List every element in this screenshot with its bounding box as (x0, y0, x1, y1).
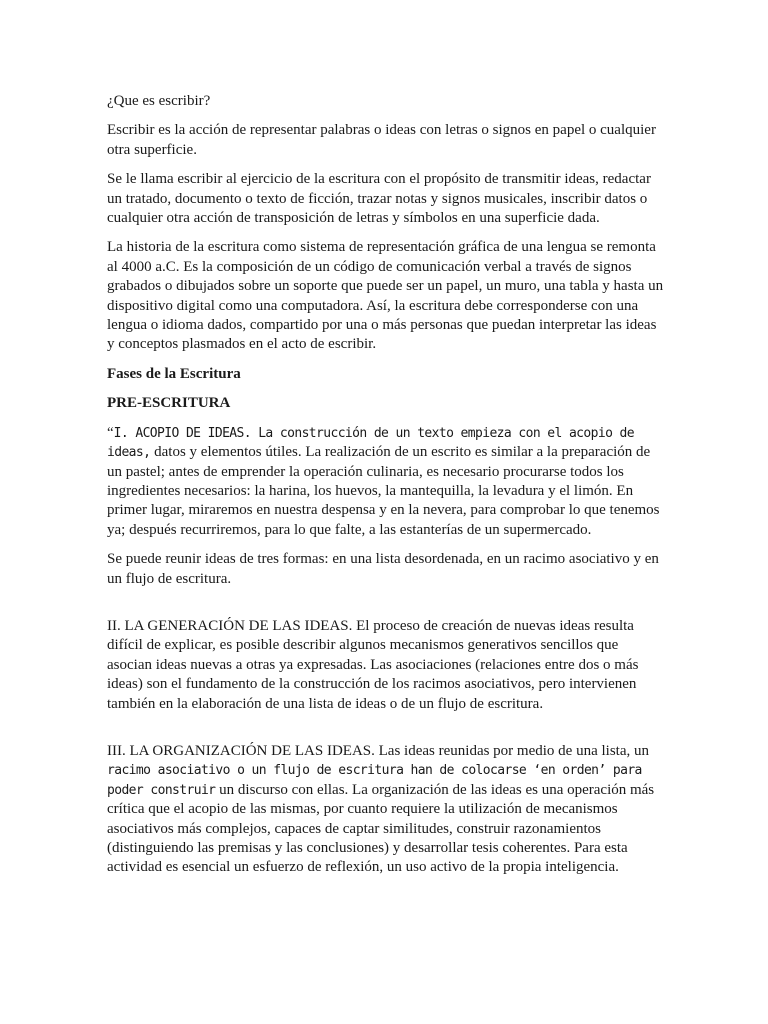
document-page (107, 92, 667, 888)
idea-organization-mono-text: racimo asociativo o un flujo de escritura han de colocarse ‘en orden’ para poder construir (107, 763, 642, 798)
idea-organization-body: un discurso con ellas. La organización de las ideas es una operación más crítica que el acopio de las mismas, por cuanto requiere la utilización de mecanismos asociativos más complejos, capaces de captar similitudes, construir razonamientos (distinguiendo las premisas y las conclusiones) y desarrollar tesis coherentes. Para esta actividad es esencial un esfuerzo de reflexión, un uso activo de la propia inteligencia. (107, 781, 655, 876)
question-line: ¿Que es escribir? (107, 93, 211, 109)
writing-purpose-paragraph: Se le llama escribir al ejercicio de la escritura con el propósito de transmitir ideas, redactar un tratado, documento o texto de ficción, trazar notas y signos musicales, inscribir datos o cualquier otra acción de transposición de letras y símbolos en una superficie dada. (107, 171, 651, 227)
idea-organization-paragraph (107, 742, 667, 878)
phases-heading: Fases de la Escritura (107, 365, 241, 382)
prewriting-heading: PRE-ESCRITURA (107, 395, 231, 412)
definition-paragraph: Escribir es la acción de representar palabras o ideas con letras o signos en papel o cualquier otra superficie. (107, 122, 656, 158)
idea-forms-paragraph: Se puede reunir ideas de tres formas: en una lista desordenada, en un racimo asociativo y en un flujo de escritura. (107, 551, 659, 587)
idea-organization-intro: III. LA ORGANIZACIÓN DE LAS IDEAS. Las ideas reunidas por medio de una lista, un (107, 742, 649, 759)
idea-generation-paragraph: II. LA GENERACIÓN DE LAS IDEAS. El proceso de creación de nuevas ideas resulta difícil de explicar, es posible describir algunos mecanismos generativos sencillos que asocian ideas nuevas a otras ya expresadas. Las asociaciones (relaciones entre dos o más ideas) son el fundamento de la construcción de los racimos asociativos, pero intervienen también en la elaboración de una lista de ideas o de un flujo de escritura. (107, 617, 639, 712)
idea-gathering-paragraph (107, 424, 667, 540)
idea-gathering-body: datos y elementos útiles. La realización de un escrito es similar a la preparación de un pastel; antes de emprender la operación culinaria, es necesario procurarse todos los ingredientes necesarios: la harina, los huevos, la mantequilla, la levadura y el limón. En primer lugar, miraremos en nuestra despensa y en la nevera, para comprobar lo que tenemos ya; después recurriremos, para lo que falte, a las estanterías de un supermercado. (107, 444, 660, 538)
idea-gathering-title: I. ACOPIO DE IDEAS. La construcción de un texto empieza con el acopio de ideas, (107, 425, 634, 461)
history-paragraph: La historia de la escritura como sistema de representación gráfica de una lengua se remonta al 4000 a.C. Es la composición de un código de comunicación verbal a través de signos grabados o dibujados sobre un soporte que puede ser un papel, un muro, una tabla y hasta un dispositivo digital como una computadora. Así, la escritura debe corresponderse con una lengua o idioma dados, compartido por una o más personas que puedan interpretar las ideas y conceptos plasmados en el acto de escribir. (107, 239, 664, 353)
open-quote: “ (107, 424, 114, 441)
